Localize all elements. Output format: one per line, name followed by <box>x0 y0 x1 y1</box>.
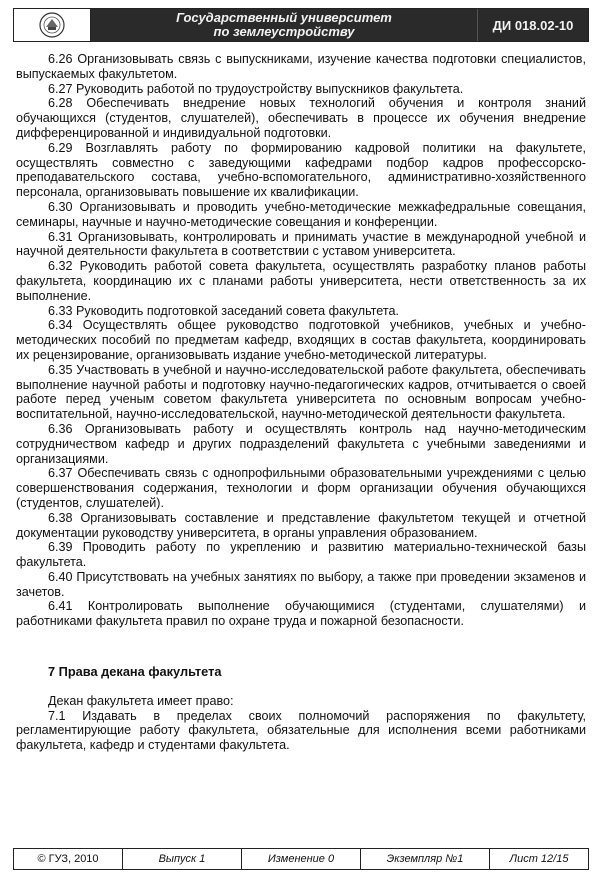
paragraph-6-27: 6.27 Руководить работой по трудоустройству выпускников факультета. <box>48 81 464 96</box>
paragraph-6-28: 6.28 Обеспечивать внедрение новых технологий обучения и контроля знаний обучающихся (студентов, слушателей), обеспечивать в процессе их обучения внедрение дифференцированной и индивидуальной подготовки. <box>16 96 586 140</box>
paragraph-6-39: 6.39 Проводить работу по укреплению и развитию материально-технической базы факультета. <box>16 540 586 570</box>
document-body <box>16 52 586 753</box>
paragraph-6-41: 6.41 Контролировать выполнение обучающимися (студентами, слушателями) и работниками факультета правил по охране труда и пожарной безопасности. <box>16 599 586 629</box>
header-title-line2: по землеустройству <box>213 24 355 39</box>
footer-issue: Выпуск 1 <box>123 849 242 869</box>
document-footer <box>13 848 589 870</box>
footer-revision: Изменение 0 <box>242 849 361 869</box>
document-code: ДИ 018.02-10 <box>477 9 588 41</box>
paragraph-7-1: 7.1 Издавать в пределах своих полномочий распоряжения по факультету, регламентирующие работу факультета, обязательные для исполнения всеми работниками факультета, кафедр и студентами факультета. <box>16 708 586 753</box>
paragraph-6-38: 6.38 Организовывать составление и представление факультетом текущей и отчетной документации руководству университета, в органы управления образованием. <box>16 510 586 540</box>
header-title-line1: Государственный университет <box>176 10 392 25</box>
section-7-heading: 7 Права декана факультета <box>48 664 222 680</box>
university-emblem-icon <box>14 9 91 41</box>
paragraph-6-40: 6.40 Присутствовать на учебных занятиях по выбору, а также при проведении экзаменов и зачетов. <box>16 569 586 599</box>
paragraph-6-26: 6.26 Организовывать связь с выпускниками, изучение качества подготовки специалистов, выпускаемых факультетом. <box>16 52 586 81</box>
header-title <box>91 9 477 41</box>
footer-sheet: Лист 12/15 <box>509 853 569 865</box>
section-7-intro: Декан факультета имеет право: <box>48 693 234 708</box>
footer-copyright: © ГУЗ, 2010 <box>14 849 123 869</box>
paragraph-6-35: 6.35 Участвовать в учебной и научно-исследовательской работе факультета, обеспечивать выполнение научной работы и подготовку научно-педагогических кадров, отчитывается о своей работе перед ученым советом факультета университета по основным вопросам учебно-воспитательной, научно-исследовательской, научно-методической деятельности факультета. <box>16 362 586 422</box>
paragraph-6-36: 6.36 Организовывать работу и осуществлять контроль над научно-методическим сотрудничеством кафедр и других подразделений факультета с учебными заведениями и организациями. <box>16 421 586 466</box>
paragraph-6-31: 6.31 Организовывать, контролировать и принимать участие в международной учебной и научной деятельности факультета в соответствии с уставом университета. <box>16 229 586 259</box>
footer-copy-number: Экземпляр №1 <box>361 849 490 869</box>
paragraph-6-33: 6.33 Руководить подготовкой заседаний совета факультета. <box>48 303 399 318</box>
paragraph-6-29: 6.29 Возглавлять работу по формированию кадровой политики на факультете, осуществлять совместно с заведующими кафедрами подбор кадров профессорско-преподавательского состава, учебно-вспомогательного, административно-хозяйственного персонала, организовывать повышение их квалификации. <box>16 140 586 200</box>
paragraph-6-30: 6.30 Организовывать и проводить учебно-методические межкафедральные совещания, семинары, научные и научно-методические совещания и конференции. <box>16 199 586 229</box>
paragraph-6-32: 6.32 Руководить работой совета факультета, осуществлять разработку планов работы факультета, координацию их с планами работы университета, нести ответственность за их выполнение. <box>16 259 586 303</box>
document-header <box>13 8 589 42</box>
paragraph-6-37: 6.37 Обеспечивать связь с однопрофильными образовательными учреждениями с целью совершенствования содержания, технологии и форм организации обучения обучающихся (студентов, слушателей). <box>16 466 586 510</box>
paragraph-6-34: 6.34 Осуществлять общее руководство подготовкой учебников, учебных и учебно-методических пособий по предметам кафедр, входящих в состав факультета, координировать их рецензирование, организовывать издание учебно-методической литературы. <box>16 318 586 362</box>
